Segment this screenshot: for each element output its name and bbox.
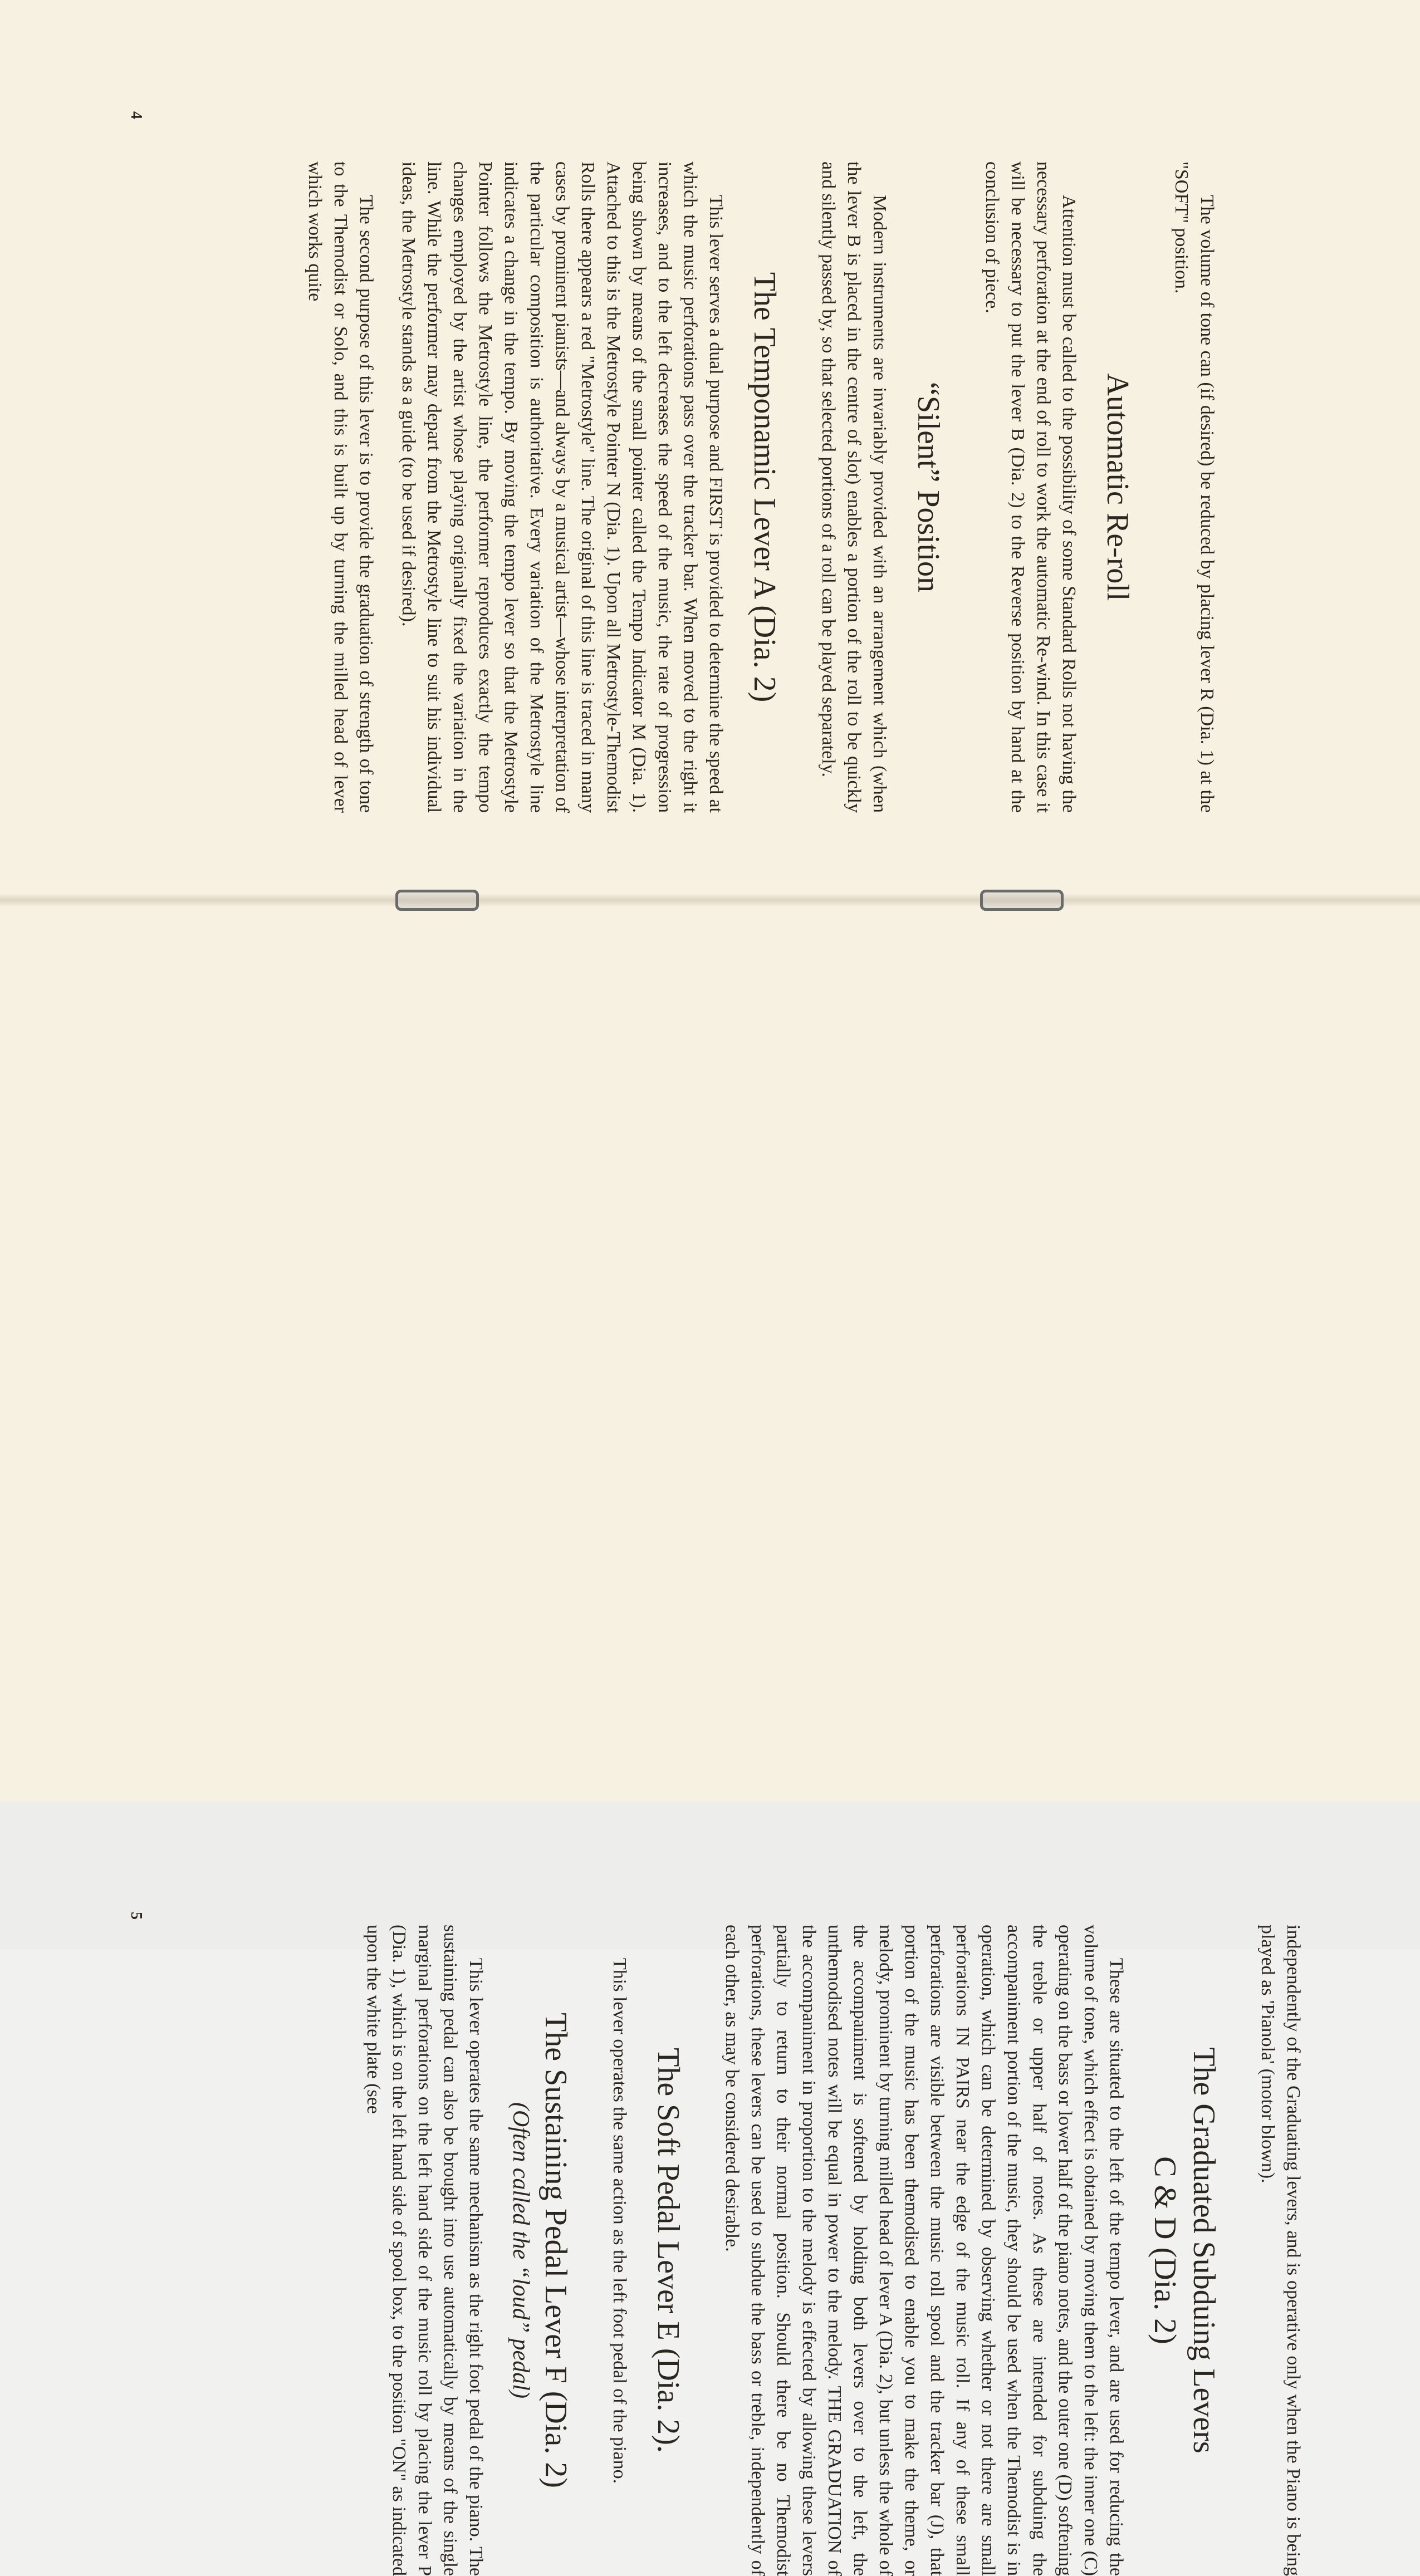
sustaining-pedal-subheading: (Often called the “loud” pedal) (508, 2102, 533, 2398)
page-4-column (302, 161, 1220, 813)
page-number: 4 (128, 111, 145, 119)
silent-position-paragraph: Modern instruments are invariably provided with an arrangement which (when the lever B is placed in the centre of slot) enables a portion of the roll to be quickly and silently passed by, so that selected portions of a roll can be played separately. (818, 161, 890, 813)
continuation-paragraph: independently of the Graduating levers, and is operative only when the Piano is being played as 'Pianola' (motor blown). (1257, 1925, 1304, 2576)
page-5 (0, 900, 1420, 2576)
reroll-paragraph: Attention must be called to the possibility of some Standard Rolls not having the necessary perforation at the end of roll to work the automatic Re-wind. In this case it will be necessary to put the lever B (Dia. 2) to the Reverse position by hand at the conclusion of piece. (982, 161, 1079, 813)
page-4 (0, 0, 1420, 900)
page-5-column (360, 1925, 1306, 2576)
temponamic-heading: The Temponamic Lever A (Dia. 2) (747, 272, 782, 703)
page-number: 5 (128, 1912, 145, 1920)
graduated-levers-paragraph: These are situated to the left of the tempo lever, and are used for reducing the volume of tone, which effect is obtained by moving them to the left: the inner one (C) operating on the bass or lower half of the piano notes, and the outer one (D) softening the treble or upper half of notes. As these are intended for subduing the accompaniment portion of the music, they should be used when the Themodist is in operation, which can be determined by observing whether or not there are small perforations IN PAIRS near the edge of the music roll. If any of these small perforations are visible between the music roll spool and the tracker bar (J), that portion of the music has been themodised to enable you to make the theme, or melody, prominent by turning milled head of lever A (Dia. 2), but unless the whole of the accompaniment is softened by holding both levers over to the left, the unthemodised notes will be equal in power to the melody. THE GRADUATION of the accompaniment in proportion to the melody is effected by allowing these levers partially to return to their normal position. Should there be no Themodist perforations, these levers can be used to subdue the bass or treble, independently of each other, as may be considered desirable. (722, 1925, 1127, 2576)
soft-pedal-paragraph: This lever operates the same action as the left foot pedal of the piano. (609, 1958, 630, 2484)
soft-pedal-heading: The Soft Pedal Lever E (Dia. 2). (651, 2048, 685, 2453)
temponamic-paragraph-1: This lever serves a dual purpose and FIRST is provided to determine the speed at which the music perforations pass over the tracker bar. When moved to the right it increases, and to the left decreases the speed of the music, the rate of progression being shown by means of the small pointer called the Tempo Indicator M (Dia. 1). Attached to this is the Metrostyle Pointer N (Dia. 1). Upon all Metrostyle-Themodist Rolls there appears a red "Metrostyle" line. The original of this line is traced in many cases by prominent pianists—and always by a musical artist—whose interpretation of the particular composition is authoritative. Every variation of the Metrostyle line indicates a change in the tempo. By moving the tempo lever so that the Metrostyle Pointer follows the Metrostyle line, the performer reproduces exactly the tempo changes employed by the artist whose playing originally fixed the variation in the line. While the performer may depart from the Metrostyle line to suit his individual ideas, the Metrostyle stands as a guide (to be used if desired). (398, 161, 726, 813)
temponamic-paragraph-2: The second purpose of this lever is to provide the graduation of strength of tone to the Themodist or Solo, and this is built up by turning the milled head of lever which works quite (305, 161, 376, 813)
sustaining-pedal-heading: The Sustaining Pedal Lever F (Dia. 2) (538, 2013, 573, 2488)
sustaining-pedal-paragraph: This lever operates the same mechanism as the right foot pedal of the piano. The sustaining pedal can also be brought into use automatically by means of the single marginal perforations on the left hand side of the music roll by placing the lever P (Dia. 1), which is on the left hand side of spool box, to the position "ON" as indicated upon the white plate (see (363, 1925, 486, 2576)
reroll-heading: Automatic Re-roll (1100, 373, 1135, 601)
graduated-levers-heading: The Graduated Subduing Levers (1187, 2047, 1221, 2454)
graduated-levers-subheading: C & D (Dia. 2) (1148, 2156, 1182, 2344)
volume-intro-paragraph: The volume of tone can (if desired) be reduced by placing lever R (Dia. 1) at the "SOFT" position. (1171, 161, 1217, 813)
silent-position-heading: “Silent” Position (911, 382, 946, 592)
